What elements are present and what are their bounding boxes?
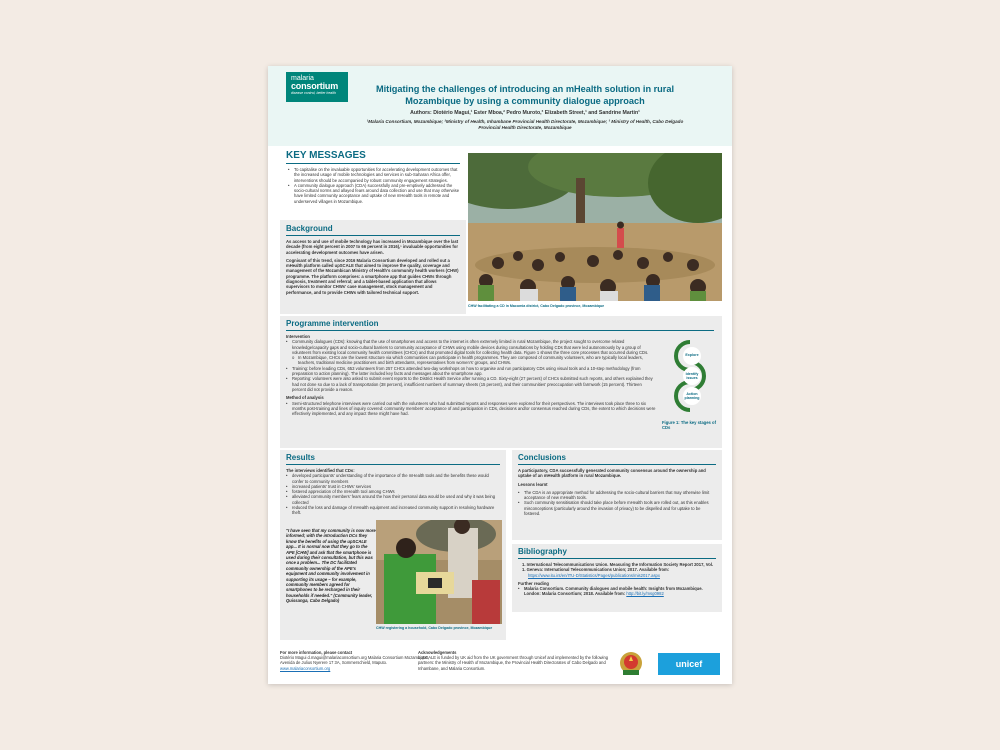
intervention-list-2 (286, 366, 656, 392)
intervention-sublist (286, 355, 656, 366)
lessons-list (518, 490, 716, 516)
programme-panel (280, 316, 722, 448)
divider (518, 464, 716, 465)
cycle-step-identify: Identify issues (685, 372, 699, 380)
intervention-label: Intervention (286, 334, 310, 339)
list-item: • developed participants' understanding of the importance of the mHealth tools and the benefits these would confer to community members (286, 473, 500, 484)
further-reading-label: Further reading (518, 580, 549, 586)
key-messages-heading: KEY MESSAGES (286, 150, 366, 161)
method-label: Method of analysis (286, 395, 324, 401)
figure-caption: Figure 1: The key stages of CDs (662, 420, 716, 430)
results-list (286, 473, 500, 515)
malaria-consortium-logo (286, 72, 348, 102)
divider (518, 558, 716, 559)
bibliography-heading: Bibliography (518, 547, 567, 556)
background-heading: Background (286, 224, 333, 233)
conclusions-panel (512, 450, 722, 540)
contact-link[interactable]: www.malariaconsortium.org (280, 665, 331, 671)
results-heading: Results (286, 453, 315, 462)
further-reading-list (518, 586, 716, 597)
background-panel (280, 220, 466, 314)
conclusions-summary: A participatory, CDA successfully generated community consensus around the ownership and uptake of an mHealth platform in rural Mozambique. (518, 468, 706, 479)
list-item: • Training: before leading CDs, 653 volunteers from 257 CHCs attended two-day workshops on how to organise and run participatory CDs using visual tools and a 10-step methodology (from preparation to action planning). The latter included key facts and messages about the smartphone app. (286, 366, 656, 377)
contact-block (280, 650, 440, 671)
reference-1-link[interactable]: https://www.itu.int/en/ITU-D/Statistics/Pages/publications/mis2017.aspx (528, 572, 660, 578)
logo-line1: malaria (291, 75, 314, 82)
background-intro: As access to and use of mobile technology has increased in Mozambique over the last decade (from eight percent in 2007 to 66 percent in 2016),¹ invaluable opportunities for accelerating development outcomes have arisen. (286, 239, 459, 255)
list-item: • alleviated community members' fears around the how their personal data would be used and why it was being collected (286, 494, 500, 505)
list-item: • reduced the loss and damage of mHealth equipment and increased community support in resolving hardware theft. (286, 505, 500, 516)
authors: Authors: Diotério Magui,¹ Ester Mboa,² Pedro Muroto,³ Elizabeth Street,¹ and Sandrine Martin¹ (410, 110, 640, 116)
contact-label: For more information, please contact (280, 650, 353, 655)
contact-details: Diotério Magui d.magui@malariaconsortium.org Malaria Consortium Mozambique, Avenida de Julius Nyerere 17 3A, Sommerschield, Maputo. (280, 655, 430, 666)
further-reading-link[interactable]: http://bit.ly/msg0982 (626, 591, 664, 597)
cd-cycle-diagram (662, 338, 720, 434)
acknowledgements-label: Acknowledgements (418, 650, 457, 655)
cycle-step-explore: Explore (685, 353, 699, 357)
further-reading-text: Malaria Consortium. Community dialogues and mobile health: Insights from Mozambique. London: Malaria Consortium; 2018. Available from: (524, 586, 703, 597)
logo-tagline: disease control, better health (291, 91, 336, 95)
bibliography-panel (512, 544, 722, 612)
programme-heading: Programme intervention (286, 319, 379, 328)
list-item: • fostered appreciation of the mHealth tool among CHWs (286, 489, 500, 494)
chw-household-image (376, 520, 502, 624)
key-messages-list (280, 167, 466, 204)
list-item: • Reporting: volunteers were also asked to submit event reports to the District Health Service after running a CD. Sixty-eight (27 percent) of CHCs submitted such reports, and others explained they had not done so due to a lack of transportation (38 percent), insufficient numbers of summary sheets (15 percent), and their communities' preoccupation with farmwork (15 percent). Thirteen percent did not provide a reason. (286, 376, 656, 392)
list-item: • increased patients' trust in CHWs' services (286, 484, 500, 489)
community-leader-quote: "I have seen that my community is now more informed; with the introduction DCs they know the benefits of using the upSCALE app... It is normal now that they go to the APE [CHW] and ask that the smartphone is used during their consultation, but this was once a problem... The DC facilitated community ownership of the APE's equipment and community involvement in supporting its usage – for example, community members agreed for smartphones to be recharged in their households if needed." (Community leader, Quissanga, Cabo Delgado) (286, 528, 376, 604)
poster (268, 66, 732, 684)
community-dialogue-image (468, 153, 722, 301)
cycle-step-action: Action planning (684, 392, 700, 400)
divider (286, 330, 714, 331)
divider (286, 163, 460, 164)
lessons-label: Lessons learnt (518, 481, 548, 487)
photo-caption: CHW registering a household, Cabo Delgado province, Mozambique (376, 626, 493, 630)
list-item: • Semi-structured telephone interviews were carried out with the volunteers who had submitted reports and responses were explored for their perspectives. The interviews took place three to six months post-training and lines of inquiry covered: community members' acceptance of and participation in CDs, decisions and/or consensus reached during CDs, the extent to which decisions were effectively implemented, and any impact these might have had. (286, 401, 656, 417)
affiliations: ¹Malaria Consortium, Mozambique; ²Ministry of Health, Inhambane Provincial Health Directorate, Mozambique; ³ Ministry of Health, Cabo Delgado Provincial Health Directorate, Mozambique (366, 119, 684, 130)
divider (286, 235, 460, 236)
intervention-list (286, 339, 656, 355)
list-item: • A community dialogue approach (CDA) successfully and pre-emptively addressed the socio-cultural norms and allayed fears around data collection and use that may otherwise have limited community acceptance and uptake of new mHealth tools in remote and underserved villages in Mozambique. (288, 183, 462, 204)
list-item (518, 586, 716, 597)
logo-line2: consortium (291, 81, 339, 91)
list-item: • The CDA is an appropriate method for addressing the socio-cultural barriers that may otherwise limit acceptance of new mHealth tools. (518, 490, 716, 501)
acknowledgements-text: upSCALE is funded by UK aid from the UK government through Unicef and implemented by the following partners: the Ministry of Health of Mozambique, the Provincial Health Directorates of Cabo Delgado and Inhambane, and Malaria Consortium. (418, 655, 609, 671)
background-body: Cognisant of this trend, since 2016 Malaria Consortium developed and rolled out a mHealth platform called upSCALE that aimed to improve the quality, coverage and management of the Mozambican Ministry of Health's community health workers (CHW) programme. The platform comprises: a smartphone app that guides CHWs through diagnosis, treatment and referral; and a tablet-based application that allows supervisors to monitor CHWs' case management, stock management and performance, and to provide CHWs with tailored technical support. (286, 257, 459, 295)
list-item: • Such community sensitisation should take place before mHealth tools are rolled out, as this enables misconceptions (particularly around the invasion of privacy) to be dispelled and for uptake to be fostered. (518, 500, 716, 516)
list-item: • Community dialogues (CDs): knowing that the use of smartphones and access to the internet is often extremely limited in rural Mozambique, the project sought to overcome related knowledge/capacity gaps and socio-cultural barriers to community acceptance of CHWs using mobile devices during consultations by holding CDs that were led autonomously by a group of volunteers from existing local community health committees (CHCs) and that promoted digital tools for collecting health data. Figure 1 shows the three core processes that occurred during CDs. (286, 339, 656, 355)
photo-caption: CHW facilitating a CD in Macomia district, Cabo Delgado province, Mozambique (468, 304, 605, 308)
conclusions-heading: Conclusions (518, 453, 567, 462)
chw-household-photo (376, 520, 502, 624)
unicef-logo: unicef (658, 653, 720, 675)
poster-title: Mitigating the challenges of introducing an mHealth solution in rural Mozambique by using a community dialogue approach (375, 84, 675, 106)
results-panel (280, 450, 506, 640)
method-list (286, 401, 656, 417)
divider (286, 464, 500, 465)
mozambique-emblem-icon (618, 650, 644, 678)
list-item: • To capitalise on the invaluable opportunities for accelerating development outcomes that the increased usage of mobile technologies and services in sub-Saharan Africa offer, interventions should be accompanied by robust community engagement strategies. (288, 167, 462, 183)
community-dialogue-photo (468, 153, 722, 301)
reference-1: 1. International Telecommunications Union. Measuring the Information Society Report 2017, Vol. 1. Geneva: International Telecommunications Union; 2017. Available from: (522, 562, 714, 573)
key-messages-panel (280, 150, 466, 220)
results-intro: The interviews identified that CDs: (286, 468, 355, 473)
list-item: o In Mozambique, CHCs are the lowest structure via which communities can participate in health programmes. They are composed of community volunteers, who are typically local leaders, teachers, traditional medicine practitioners and birth attendants, representatives from women's' groups, and CHWs. (286, 355, 656, 366)
acknowledgements-block (418, 650, 608, 671)
